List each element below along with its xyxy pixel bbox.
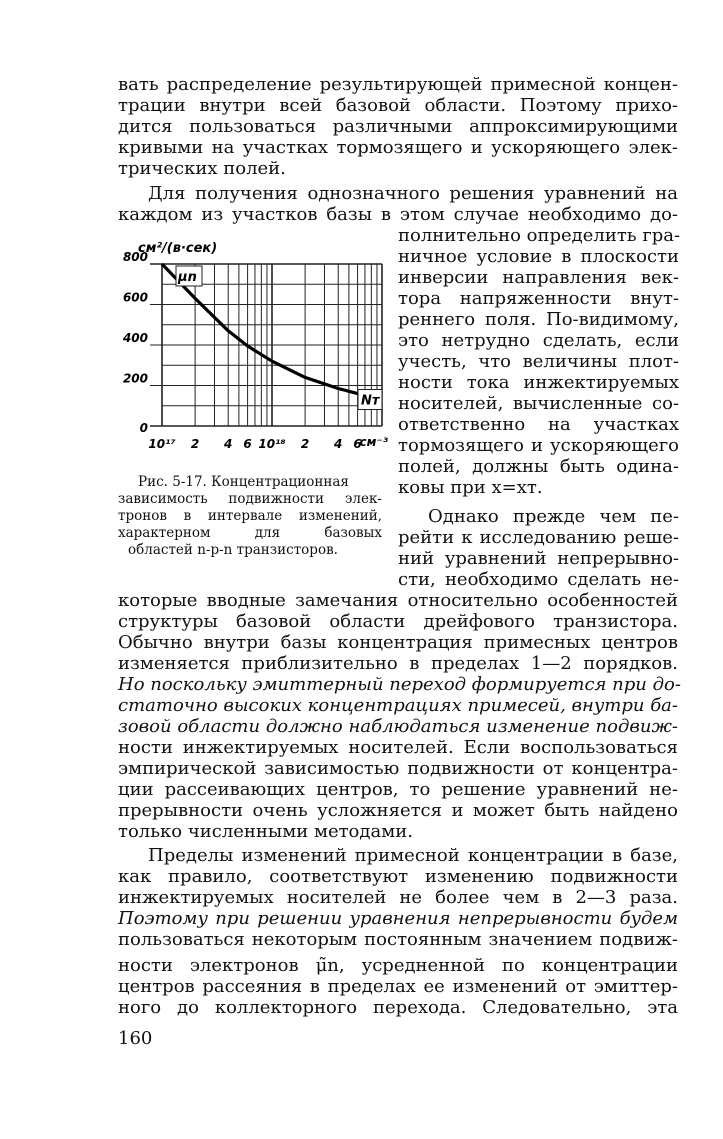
text-line: ковы при x=xт.: [398, 477, 543, 498]
text-line: зовой области должно наблюдаться изменение подвиж-: [118, 716, 678, 737]
text-line: вать распределение результирующей примесной концен-: [118, 74, 678, 95]
text-line: дится пользоваться различными аппроксимирующими: [118, 116, 678, 137]
text-line: инверсии направления век-: [398, 267, 679, 288]
text-line: инжектируемых носителей не более чем в 2—3 раза.: [118, 887, 678, 908]
x-tick-label: 10¹⁸: [258, 437, 286, 451]
x-tick-label: 4: [334, 437, 343, 451]
text-line: центров рассеяния в пределах ее изменений от эмиттер-: [118, 976, 678, 997]
caption-line: зависимость подвижности элек-: [118, 491, 382, 507]
y-tick-label: 200: [122, 371, 148, 386]
y-tick-label: 800: [122, 250, 148, 264]
text-line: ности тока инжектируемых: [398, 372, 679, 393]
text-line: которые вводные замечания относительно особенностей: [118, 590, 678, 611]
text-line: пользоваться некоторым постоянным значением подвиж-: [118, 929, 678, 950]
caption-line: областей n-p-n транзисторов.: [128, 542, 338, 558]
text-line: учесть, что величины плот-: [398, 351, 679, 372]
x-tick-label: 6: [353, 437, 362, 451]
text-line: полей, должны быть одина-: [398, 456, 679, 477]
text-line: изменяется приблизительно в пределах 1—2 порядков.: [118, 653, 678, 674]
y-tick-label: 0: [139, 421, 148, 435]
text-line: трических полей.: [118, 158, 286, 179]
text-line: эмпирической зависимостью подвижности от концентра-: [118, 758, 678, 779]
text-line: ции рассеивающих центров, то решение уравнений не-: [118, 779, 678, 800]
text-line: прерывности очень усложняется и может быть найдено: [118, 800, 678, 821]
text-line: Пределы изменений примесной концентрации в базе,: [148, 845, 678, 866]
text-line: сти, необходимо сделать не-: [398, 569, 679, 590]
text-line: только численными методами.: [118, 821, 413, 842]
y-axis-label: см²/(в·сек): [138, 241, 218, 256]
y-tick-label: 400: [122, 331, 148, 345]
text-line: Для получения однозначного решения уравнений на: [148, 183, 678, 204]
text-line: ности инжектируемых носителей. Если воспользоваться: [118, 737, 678, 758]
text-line: кривыми на участках тормозящего и ускоряющего элек-: [118, 137, 678, 158]
text-line: носителей, вычисленные со-: [398, 393, 679, 414]
text-line: статочно высоких концентрациях примесей, внутри ба-: [118, 695, 678, 716]
text-line: каждом из участков базы в этом случае необходимо до-: [118, 204, 678, 225]
text-line: ничное условие в плоскости: [398, 246, 679, 267]
text-line: Обычно внутри базы концентрация примесных центров: [118, 632, 678, 653]
text-line: ного до коллекторного перехода. Следовательно, эта: [118, 997, 678, 1018]
text-line: это нетрудно сделать, если: [398, 330, 679, 351]
mobility-chart: [122, 236, 398, 472]
caption-line: Рис. 5-17. Концентрационная: [138, 474, 349, 490]
text-line: трации внутри всей базовой области. Поэтому прихо-: [118, 95, 678, 116]
text-line: реннего поля. По-видимому,: [398, 309, 679, 330]
x-tick-label: 4: [224, 437, 233, 451]
x-tick-label: 2: [300, 437, 310, 451]
text-line: Но поскольку эмиттерный переход формируется при до-: [118, 674, 681, 695]
text-line: ности электронов μ̃n, усредненной по концентрации: [118, 955, 678, 976]
text-line: Поэтому при решении уравнения непрерывности будем: [118, 908, 678, 929]
y-tick-label: 600: [122, 290, 148, 305]
page-number: 160: [118, 1028, 153, 1049]
text-line: тормозящего и ускоряющего: [398, 435, 679, 456]
text-line: тора напряженности внут-: [398, 288, 679, 309]
caption-line: тронов в интервале изменений,: [118, 508, 382, 524]
text-line: Однако прежде чем пе-: [428, 506, 679, 527]
text-line: как правило, соответствуют изменению подвижности: [118, 866, 678, 887]
caption-line: характерном для базовых: [118, 525, 382, 541]
x-tick-label: 2: [190, 437, 200, 451]
curve-label: μn: [178, 270, 197, 285]
x-tick-label: 10¹⁷: [148, 437, 176, 451]
x-tick-label: 6: [243, 437, 252, 451]
text-line: полнительно определить гра-: [398, 225, 681, 246]
end-label: Nт: [361, 393, 380, 409]
text-line: рейти к исследованию реше-: [398, 527, 679, 548]
text-line: ний уравнений непрерывно-: [398, 548, 679, 569]
text-line: ответственно на участках: [398, 414, 679, 435]
x-unit-label: см⁻³: [359, 435, 388, 449]
text-line: структуры базовой области дрейфового транзистора.: [118, 611, 678, 632]
